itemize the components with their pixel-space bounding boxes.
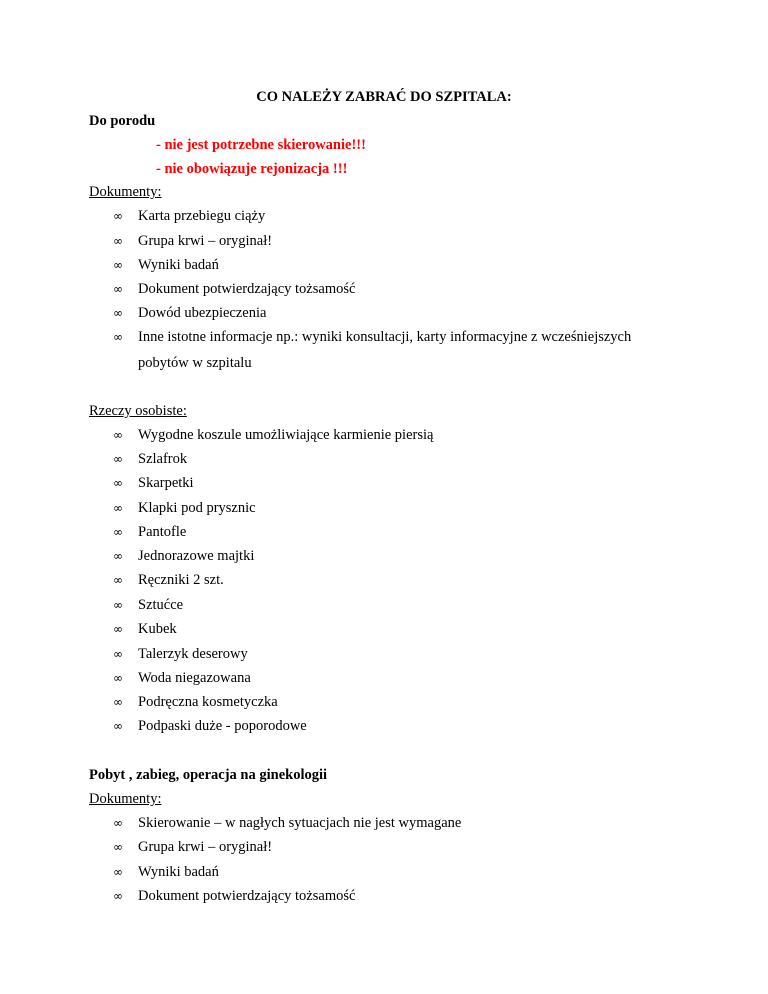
section-heading-gynecology: Pobyt , zabieg, operacja na ginekologii [89, 767, 328, 783]
infinity-bullet-icon: ∞ [113, 889, 123, 903]
infinity-bullet-icon: ∞ [113, 598, 123, 612]
infinity-bullet-icon: ∞ [113, 695, 123, 709]
infinity-bullet-icon: ∞ [113, 258, 123, 272]
infinity-bullet-icon: ∞ [113, 428, 123, 442]
infinity-bullet-icon: ∞ [113, 549, 123, 563]
infinity-bullet-icon: ∞ [113, 647, 123, 661]
page-title: CO NALEŻY ZABRAĆ DO SZPITALA: [256, 89, 512, 105]
infinity-bullet-icon: ∞ [113, 452, 123, 466]
infinity-bullet-icon: ∞ [113, 330, 123, 344]
infinity-bullet-icon: ∞ [113, 671, 123, 685]
note-no-referral: - nie jest potrzebne skierowanie!!! [156, 137, 366, 153]
documents-label: Dokumenty: [89, 184, 162, 200]
note-no-regionalization: - nie obowiązuje rejonizacja !!! [156, 161, 348, 177]
infinity-bullet-icon: ∞ [113, 573, 123, 587]
infinity-bullet-icon: ∞ [113, 816, 123, 830]
infinity-bullet-icon: ∞ [113, 476, 123, 490]
infinity-bullet-icon: ∞ [113, 719, 123, 733]
infinity-bullet-icon: ∞ [113, 525, 123, 539]
infinity-bullet-icon: ∞ [113, 622, 123, 636]
documents-label-2: Dokumenty: [89, 791, 162, 807]
personal-items-label: Rzeczy osobiste: [89, 403, 187, 419]
infinity-bullet-icon: ∞ [113, 501, 123, 515]
infinity-bullet-icon: ∞ [113, 840, 123, 854]
infinity-bullet-icon: ∞ [113, 282, 123, 296]
section-heading-delivery: Do porodu [89, 113, 156, 129]
infinity-bullet-icon: ∞ [113, 209, 123, 223]
infinity-bullet-icon: ∞ [113, 306, 123, 320]
infinity-bullet-icon: ∞ [113, 865, 123, 879]
document-page: CO NALEŻY ZABRAĆ DO SZPITALA: Do porodu - nie jest potrzebne skierowanie!!! - nie obowiązuje rejonizacja !!! Dokumenty: ∞ Karta przebiegu ciąży ∞ Grupa krwi – oryginał! ∞ Wyniki badań ∞ Dokument potwierdzający tożsamość ∞ Dowód ubezpieczenia ∞ Inne istotne informacje np.: wyniki konsultacji, karty informacyjne z wcześniejszych pobytów w szpitalu Rzeczy osobiste: ∞ Wygodne koszule umożliwiające karmienie piersią ∞ Szlafrok ∞ Skarpetki ∞ Klapki pod prysznic ∞ Pantofle ∞ Jednorazowe majtki ∞ Ręczniki 2 szt. ∞ Sztućce ∞ Kubek ∞ Talerzyk deserowy ∞ Woda niegazowana ∞ Podręczna kosmetyczka ∞ Podpaski duże - poporodowe Pobyt , zabieg, operacja na ginekologii Dokumenty: ∞ Skierowanie – w nagłych sytuacjach nie jest wymagane ∞ Grupa krwi – oryginał! ∞ Wyniki badań ∞ Dokument potwierdzający tożsamość [0, 0, 768, 994]
infinity-bullet-icon: ∞ [113, 234, 123, 248]
